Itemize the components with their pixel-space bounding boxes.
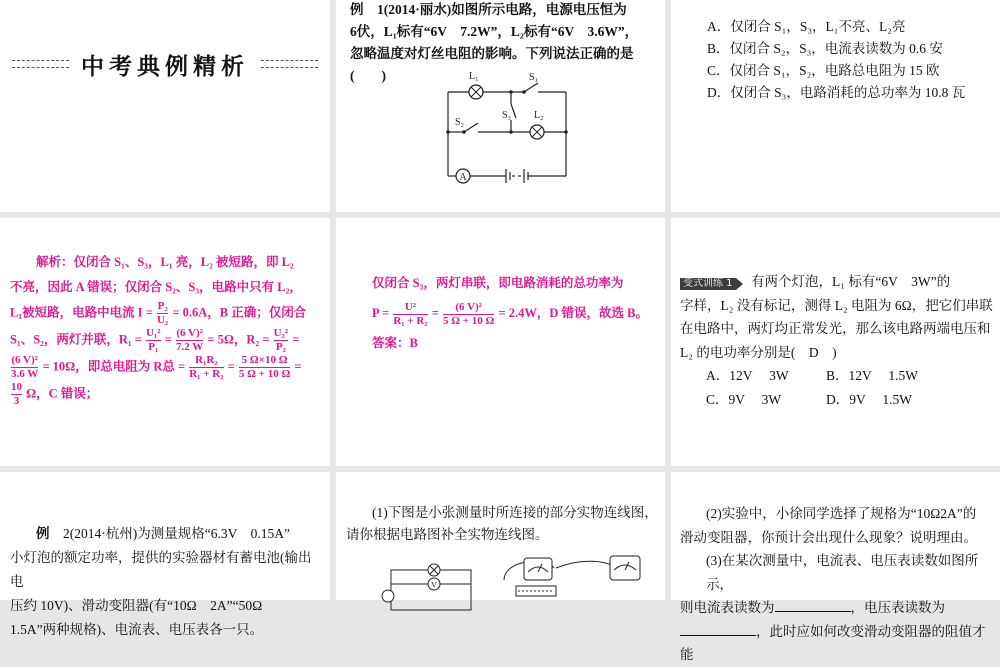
- variant-line-3: 在电路中，两灯均正常发光，那么该电路两端电压和: [680, 321, 991, 336]
- fraction-numerator: U₂²: [273, 327, 289, 339]
- label-s2: S₂: [455, 117, 465, 128]
- ammeter-icon: [456, 169, 470, 183]
- lamp-l1-icon: [469, 85, 483, 99]
- solution-continued: [372, 268, 662, 358]
- fraction-6v-3w: [11, 354, 38, 381]
- example-2-label: 例: [36, 526, 50, 541]
- options-list: [707, 16, 997, 104]
- fraction-numerator: R₁R₂: [189, 354, 223, 368]
- title-left-divider: [12, 60, 69, 68]
- connecting-wire: [556, 561, 616, 568]
- option-c: C．仅闭合 S₁，S₂，电路总电阻为 15 欧: [707, 63, 940, 78]
- rheostat-device-icon: [516, 586, 556, 596]
- solution-line-5-start: = 10Ω，即总电阻为 R总 =: [42, 359, 186, 374]
- variant-line-1-text: 有两个灯泡，L₁ 标有“6V 3W”的: [751, 274, 951, 289]
- fraction-numerator: U₁²: [146, 327, 161, 339]
- formula-start: P =: [372, 306, 390, 320]
- section-title-text: 中考典例精析: [81, 53, 249, 80]
- solution-d-line: 仅闭合 S₃，两灯串联，即电路消耗的总功率为: [372, 276, 624, 290]
- ammeter-reading-prompt: 则电流表读数为: [680, 600, 775, 615]
- section-title: [12, 44, 318, 84]
- fraction-denominator: R₁ + R₂: [189, 368, 224, 380]
- label-s3: S₃: [502, 110, 512, 121]
- fraction-numerator: 10: [11, 381, 22, 393]
- solution-line-5-end: =: [294, 359, 302, 374]
- voltmeter-reading-prompt: ，电压表读数为: [850, 600, 945, 615]
- fraction-p2-u2: [157, 300, 168, 327]
- option-b: B．仅闭合 S₂，S₃，电流表读数为 0.6 安: [707, 41, 943, 56]
- solution-line-6-text: Ω，C 错误；: [26, 386, 99, 401]
- example-2-line-4: 1.5A”两种规格)、电流表、电压表各一只。: [10, 622, 264, 637]
- part-2-line-2: 滑动变阻器，你预计会出现什么现象？说明理由。: [680, 529, 977, 545]
- fraction-denominator: 3.6 W: [11, 368, 39, 380]
- solution-line-5: [10, 354, 324, 381]
- answer-text: 答案：B: [372, 336, 418, 350]
- solution-text: [10, 250, 324, 408]
- question-line-3: 忽略温度对灯丝电阻的影响。下列说法正确的是( ): [350, 46, 634, 83]
- solution-line-3-start: L₁被短路，电路中电流 I =: [10, 305, 153, 320]
- fraction-denominator: U₂: [156, 314, 169, 326]
- example-2-line-1: [10, 522, 324, 546]
- variant-option-c: C．9V 3W: [706, 391, 782, 407]
- slide-solution-part-2: [336, 218, 665, 466]
- solution-line-5-middle: =: [227, 359, 235, 374]
- slide-example-1-question: [336, 0, 665, 212]
- fraction-denominator: P₂: [275, 341, 286, 353]
- fraction-numerator: (6 V)²: [11, 354, 38, 366]
- ammeter-device-icon: [524, 558, 552, 580]
- label-l2: L₂: [534, 110, 544, 121]
- part-3-line-2: [680, 596, 994, 620]
- fraction-5x10: [239, 354, 290, 381]
- solution-line-3: [10, 300, 324, 327]
- option-d: D．仅闭合 S₃，电路消耗的总功率为 10.8 瓦: [707, 85, 966, 100]
- variant-question: [680, 270, 994, 411]
- voltmeter-reading-blank: [680, 635, 756, 636]
- slide-example-2-question: [0, 472, 330, 637]
- label-l1: L₁: [469, 71, 479, 82]
- part-3-line-1: (3)在某次测量中，电流表、电压表读数如图所示，: [706, 553, 979, 592]
- ammeter-reading-blank: [775, 611, 851, 612]
- solution-line-3-end: = 0.6A，B 正确；仅闭合: [172, 305, 307, 320]
- voltmeter-symbol-icon: [428, 578, 440, 590]
- slide-title-card: [0, 0, 330, 212]
- label-s1: S₁: [529, 72, 539, 83]
- meter-symbol-icon: [382, 590, 394, 602]
- part-1-text: [346, 502, 660, 546]
- fraction-denominator: R₁ + R₂: [393, 314, 428, 327]
- variant-line-2: 字样，L₂ 没有标记，测得 L₂ 电阻为 6Ω，把它们串联: [680, 297, 993, 313]
- fraction-denominator: 5 Ω + 10 Ω: [442, 314, 495, 327]
- solution-line-4: S₁、S₂，两灯并联，R₁ = $\frac{\text{U₁²}}{\text{P₁}}$ = $\frac{\text{(6 V)²}}{7.2 W}$ = 5Ω，R₂ = $\frac{\text{U₂²}}{\text{P₂}}$ =: [10, 327, 300, 353]
- solution-line-1: 解析：仅闭合 S₁、S₃，L₁ 亮，L₂ 被短路，即 L₂: [36, 255, 294, 269]
- voltmeter-label: V: [431, 580, 437, 590]
- circuit-diagram: [436, 68, 576, 186]
- question-line-2: 6伏，L₁标有“6V 7.2W”，L₂标有“6V 3.6W”，: [350, 24, 639, 39]
- example-2-line-2: 小灯泡的额定功率，提供的实验器材有蓄电池(输出电: [10, 550, 312, 589]
- fraction-6v-15ohm: [443, 301, 494, 328]
- solution-line-4-start: S₁、S₂，两灯并联，R₁ =: [10, 332, 142, 347]
- fraction-numerator: U²: [393, 301, 427, 315]
- part-3-line-3: [680, 620, 994, 667]
- formula-end: = 2.4W，D 错误，故选 B。: [498, 306, 648, 320]
- lamp-symbol-icon: [428, 564, 440, 576]
- solution-line-4-end: =: [292, 332, 300, 347]
- lamp-l2-icon: [530, 125, 544, 139]
- slide-example-2-part-1: [336, 472, 665, 600]
- voltmeter-device-icon: [610, 556, 640, 580]
- solution-power-formula: [372, 298, 662, 328]
- part-2-line-1: (2)实验中，小徐同学选择了规格为“10Ω2A”的: [706, 506, 977, 521]
- variant-training-badge: 变式训练 1: [680, 278, 736, 290]
- example-2-text: [10, 522, 324, 642]
- example-2-line-1-text: 2(2014·杭州)为测量规格“6.3V 0.15A”: [63, 526, 290, 541]
- wiring-diagram: [376, 552, 656, 600]
- part-1-line-1: (1)下图是小张测量时所连接的部分实物连线图，: [372, 505, 658, 520]
- question-line-1: 1(2014·丽水)如图所示电路，电源电压恒为: [377, 2, 627, 17]
- fraction-denominator: 7.2 W: [175, 341, 204, 353]
- fraction-10-3: [11, 381, 22, 408]
- example-2-line-3: 压约 10V)、滑动变阻器(有“10Ω 2A”“50Ω: [10, 598, 263, 613]
- fraction-numerator: (6 V)²: [443, 301, 494, 315]
- fraction-r1r2: [189, 354, 223, 381]
- ammeter-label: A: [459, 172, 467, 183]
- fraction-denominator: 3: [13, 395, 20, 407]
- part-1-line-2: 请你根据电路图补全实物连线图。: [346, 527, 549, 542]
- fraction-numerator: P₂: [157, 300, 168, 312]
- fraction-u1sq-p1: [146, 327, 161, 354]
- slide-example-1-options: [671, 0, 1000, 212]
- fraction-denominator: 5 Ω + 10 Ω: [238, 368, 291, 380]
- fraction-denominator: P₁: [148, 341, 159, 353]
- variant-options-row-2: [680, 388, 994, 412]
- solution-line-4-middle: = 5Ω，R₂ =: [207, 332, 270, 347]
- variant-option-b: B．12V 1.5W: [826, 368, 919, 383]
- fraction-numerator: (6 V)²: [176, 327, 203, 339]
- solution-line-2: 不亮，因此 A 错误；仅闭合 S₂、S₃，电路中只有 L₂，: [10, 280, 302, 294]
- slide-solution-part-1: [0, 218, 330, 466]
- fraction-numerator: 5 Ω×10 Ω: [239, 354, 290, 368]
- formula-equals: =: [431, 306, 439, 320]
- fraction-6v-7w: [176, 327, 203, 354]
- option-a: A．仅闭合 S₁，S₃，L₁不亮、L₂亮: [707, 19, 906, 34]
- title-right-divider: [261, 60, 318, 68]
- example-label: 例: [350, 2, 364, 17]
- variant-line-1: [680, 270, 994, 294]
- variant-option-d: D．9V 1.5W: [826, 391, 912, 407]
- part-3-line-3-text: ，此时应如何改变滑动变阻器的阻值才能: [680, 623, 986, 662]
- solution-line-6: [10, 381, 324, 408]
- parts-2-3-text: [680, 502, 994, 667]
- fraction-u2sq-p2: [274, 327, 289, 354]
- variant-options-row-1: [680, 364, 994, 388]
- slide-variant-training-1: [671, 218, 1000, 466]
- variant-line-4: L₂ 的电功率分别是( D ): [680, 344, 837, 360]
- slide-example-2-parts-2-3: [671, 472, 1000, 662]
- variant-option-a: A．12V 3W: [706, 368, 789, 383]
- fraction-u2-r1r2: [393, 301, 427, 328]
